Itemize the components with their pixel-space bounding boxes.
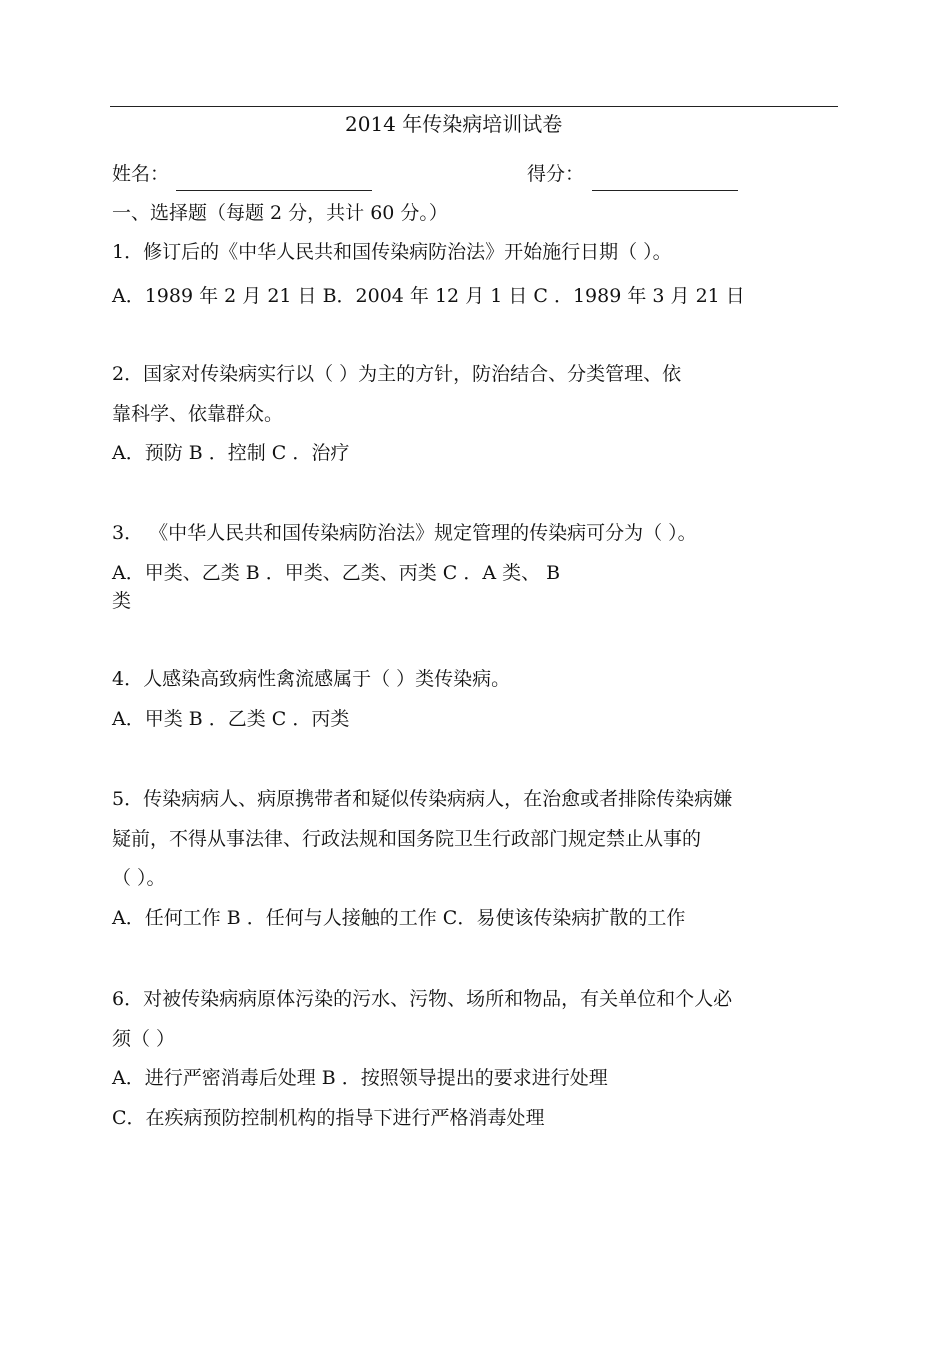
question-5-blank-line: （ ）。 — [112, 867, 166, 889]
question-3-options: A．甲类、乙类 B ．甲类、乙类、丙类 C ．A 类、 B — [112, 562, 561, 584]
question-3: 3． 《中华人民共和国传染病防治法》规定管理的传染病可分为（ ）。 — [112, 522, 697, 544]
question-5-options: A．任何工作 B ．任何与人接触的工作 C．易使该传染病扩散的工作 — [112, 907, 686, 929]
question-6-options: A．进行严密消毒后处理 B ．按照领导提出的要求进行处理 — [112, 1067, 608, 1089]
question-5-continued: 疑前，不得从事法律、行政法规和国务院卫生行政部门规定禁止从事的 — [112, 828, 702, 850]
question-4: 4．人感染高致病性禽流感属于（ ）类传染病。 — [112, 668, 511, 690]
score-blank[interactable] — [592, 190, 738, 191]
question-3-options-continued: 类 — [112, 590, 132, 612]
question-2-options: A．预防 B ．控制 C ．治疗 — [112, 442, 350, 464]
header-rule — [110, 106, 838, 107]
question-4-options: A．甲类 B ．乙类 C ．丙类 — [112, 708, 350, 730]
section-heading: 一、选择题（每题 2 分，共计 60 分。） — [112, 202, 448, 224]
page-title: 2014 年传染病培训试卷 — [345, 112, 563, 136]
name-label: 姓名： — [112, 163, 170, 185]
question-2: 2．国家对传染病实行以（ ）为主的方针，防治结合、分类管理、依 — [112, 363, 682, 385]
question-6-options-continued: C．在疾病预防控制机构的指导下进行严格消毒处理 — [112, 1107, 545, 1129]
name-blank[interactable] — [176, 190, 372, 191]
question-6: 6．对被传染病病原体污染的污水、污物、场所和物品，有关单位和个人必 — [112, 988, 733, 1010]
score-label: 得分： — [527, 163, 585, 185]
question-6-continued: 须（ ） — [112, 1028, 176, 1050]
question-5: 5．传染病病人、病原携带者和疑似传染病病人，在治愈或者排除传染病嫌 — [112, 788, 733, 810]
question-2-continued: 靠科学、依靠群众。 — [112, 403, 284, 425]
question-1-options: A．1989 年 2 月 21 日 B．2004 年 12 月 1 日 C ．1989 年 3 月 21 日 — [112, 285, 745, 307]
question-1: 1．修订后的《中华人民共和国传染病防治法》开始施行日期（ ）。 — [112, 241, 672, 263]
